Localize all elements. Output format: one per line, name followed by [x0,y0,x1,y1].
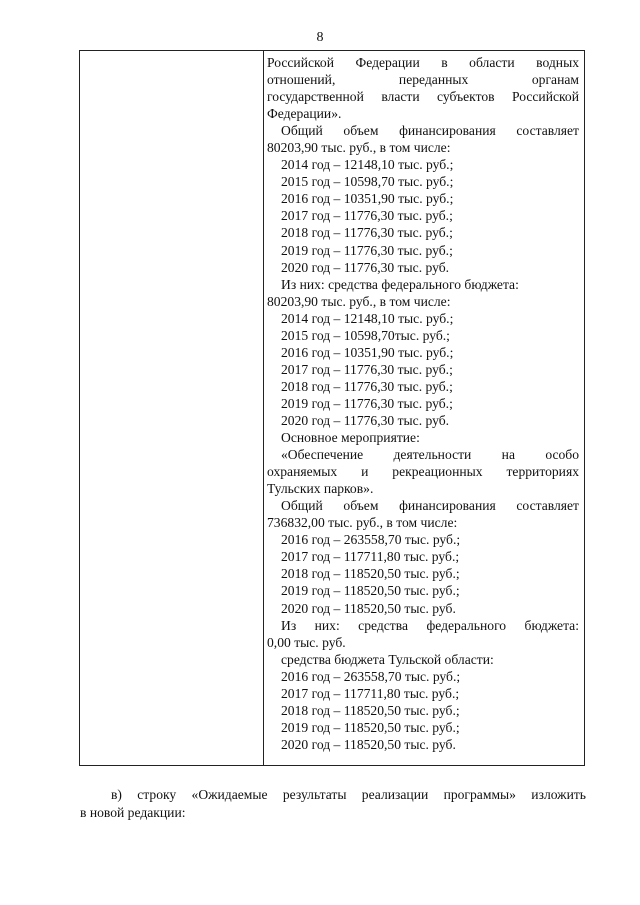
cell-text-line: 2015 год – 10598,70 тыс. руб.; [281,174,454,190]
cell-text-line: 2016 год – 263558,70 тыс. руб.; [281,668,461,684]
amendment-paragraph-continuation [80,804,555,822]
cell-text-line: 2017 год – 11776,30 тыс. руб.; [281,208,453,224]
cell-text-line: 2015 год – 10598,70тыс. руб.; [281,327,450,343]
cell-text-line: 2017 год – 117711,80 тыс. руб.; [281,685,460,701]
table-column-divider [263,51,264,765]
cell-text-line: 2018 год – 118520,50 тыс. руб.; [281,566,460,582]
amendment-paragraph [111,786,586,804]
cell-text-line: 736832,00 тыс. руб., в том числе: [267,515,458,531]
cell-text-line: 2017 год – 11776,30 тыс. руб.; [281,361,453,377]
paragraph-line: в новой редакции: [80,805,186,820]
cell-text-line: Общий объем финансирования составляет [281,123,579,139]
cell-text-line: Из них: средства федерального бюджета: [281,276,519,292]
cell-text-line: средства бюджета Тульской области: [281,651,494,667]
document-table [79,50,585,766]
cell-text-line: 2019 год – 11776,30 тыс. руб.; [281,395,453,411]
cell-text-line: 0,00 тыс. руб. [267,634,346,650]
cell-text-line: 2016 год – 263558,70 тыс. руб.; [281,532,461,548]
cell-text-line: Общий объем финансирования составляет [281,498,579,514]
cell-text-line: 2018 год – 11776,30 тыс. руб.; [281,225,453,241]
cell-text-line: 2020 год – 118520,50 тыс. руб. [281,600,456,616]
cell-text-line: охраняемых и рекреационных территориях [267,464,579,480]
paragraph-line: в) строку «Ожидаемые результаты реализации программы» изложить [111,787,586,802]
cell-text-line: 2018 год – 11776,30 тыс. руб.; [281,378,453,394]
cell-text-line: 2019 год – 11776,30 тыс. руб.; [281,242,453,258]
page-number: 8 [316,30,324,45]
cell-text-line: 2016 год – 10351,90 тыс. руб.; [281,191,454,207]
cell-text-line: 80203,90 тыс. руб., в том числе: [267,140,451,156]
cell-text-line: 2014 год – 12148,10 тыс. руб.; [281,157,454,173]
cell-text-line: отношений, переданных органам [267,72,579,88]
table-right-cell [267,54,579,753]
cell-text-line: Из них: средства федерального бюджета: [281,617,579,633]
cell-text-line: 2020 год – 11776,30 тыс. руб. [281,412,450,428]
cell-text-line: 2017 год – 117711,80 тыс. руб.; [281,549,460,565]
cell-text-line: «Обеспечение деятельности на особо [281,447,579,463]
cell-text-line: Основное мероприятие: [281,430,420,446]
cell-text-line: 2014 год – 12148,10 тыс. руб.; [281,310,454,326]
cell-text-line: 2018 год – 118520,50 тыс. руб.; [281,702,460,718]
cell-text-line: 2019 год – 118520,50 тыс. руб.; [281,583,460,599]
cell-text-line: Федерации». [267,106,342,122]
cell-text-line: 80203,90 тыс. руб., в том числе: [267,293,451,309]
cell-text-line: Тульских парков». [267,481,374,497]
cell-text-line: 2019 год – 118520,50 тыс. руб.; [281,719,460,735]
cell-text-line: 2016 год – 10351,90 тыс. руб.; [281,344,454,360]
cell-text-line: 2020 год – 118520,50 тыс. руб. [281,736,456,752]
cell-text-line: государственной власти субъектов Российской [267,89,579,105]
cell-text-line: Российской Федерации в области водных [267,55,579,70]
cell-text-line: 2020 год – 11776,30 тыс. руб. [281,259,450,275]
